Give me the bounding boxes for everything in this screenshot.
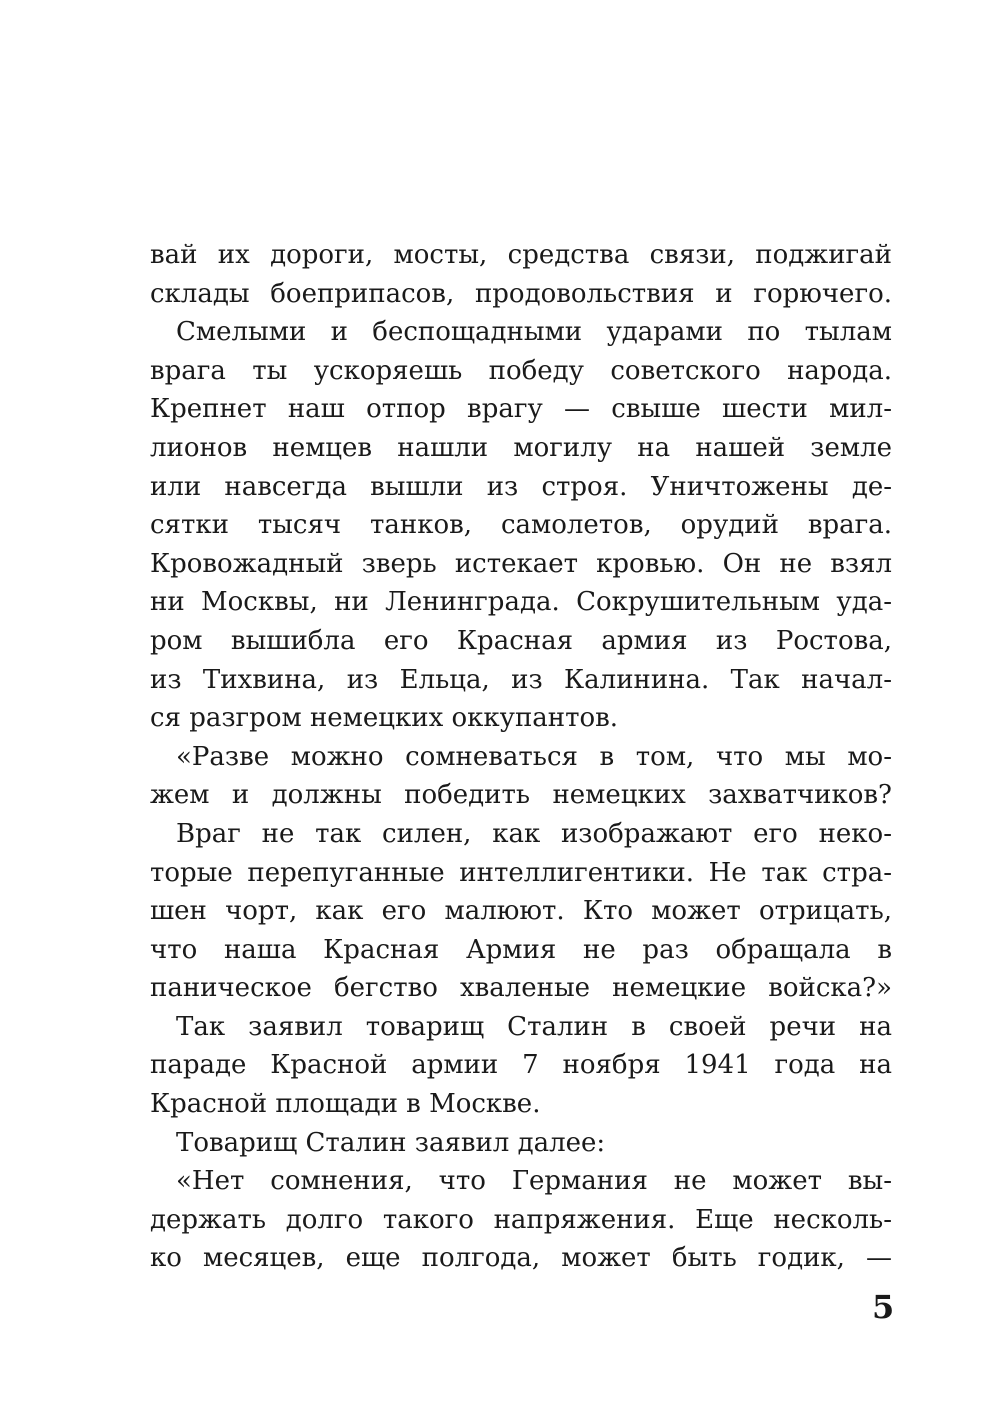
text-line: Крепнет наш отпор врагу — свыше шести мил-	[150, 394, 892, 425]
text-line: «Разве можно сомневаться в том, что мы мо-	[176, 741, 892, 772]
text-line: вай их дороги, мосты, средства связи, поджигай	[150, 240, 892, 270]
text-line: Враг не так силен, как изображают его неко-	[176, 818, 892, 849]
text-line: Кровожадный зверь истекает кровью. Он не взял	[150, 548, 892, 579]
text-line: врага ты ускоряешь победу советского народа.	[150, 355, 892, 386]
text-line: лионов немцев нашли могилу на нашей земле	[150, 432, 892, 463]
text-line: жем и должны победить немецких захватчиков?	[150, 780, 892, 811]
text-line: что наша Красная Армия не раз обращала в	[150, 934, 892, 965]
text-line: из Тихвина, из Ельца, из Калинина. Так начал-	[150, 664, 892, 695]
text-line: шен чорт, как его малюют. Кто может отрицать,	[150, 896, 892, 927]
text-line: склады боеприпасов, продовольствия и горючего.	[150, 278, 892, 309]
text-line: торые перепуганные интеллигентики. Не так стра-	[150, 857, 892, 888]
text-line: Красной площади в Москве.	[150, 1089, 541, 1120]
text-line: Смелыми и беспощадными ударами по тылам	[176, 317, 892, 348]
text-line: или навсегда вышли из строя. Уничтожены де-	[150, 471, 892, 502]
text-line: параде Красной армии 7 ноября 1941 года на	[150, 1050, 892, 1081]
page-body-text	[150, 236, 892, 1278]
text-line: ни Москвы, ни Ленинграда. Сокрушительным уда-	[150, 587, 892, 618]
text-line: ся разгром немецких оккупантов.	[150, 703, 619, 734]
text-line: ко месяцев, еще полгода, может быть годик, —	[150, 1243, 892, 1274]
text-line: Товарищ Сталин заявил далее:	[176, 1127, 606, 1158]
text-line: Так заявил товарищ Сталин в своей речи на	[176, 1011, 892, 1042]
text-line: ром вышибла его Красная армия из Ростова,	[150, 625, 892, 656]
text-line: держать долго такого напряжения. Еще несколь-	[150, 1204, 892, 1235]
text-line: «Нет сомнения, что Германия не может вы-	[176, 1166, 892, 1197]
text-line: сятки тысяч танков, самолетов, орудий врага.	[150, 510, 892, 541]
page-number: 5	[872, 1288, 895, 1326]
text-line: паническое бегство хваленые немецкие войска?»	[150, 973, 892, 1004]
